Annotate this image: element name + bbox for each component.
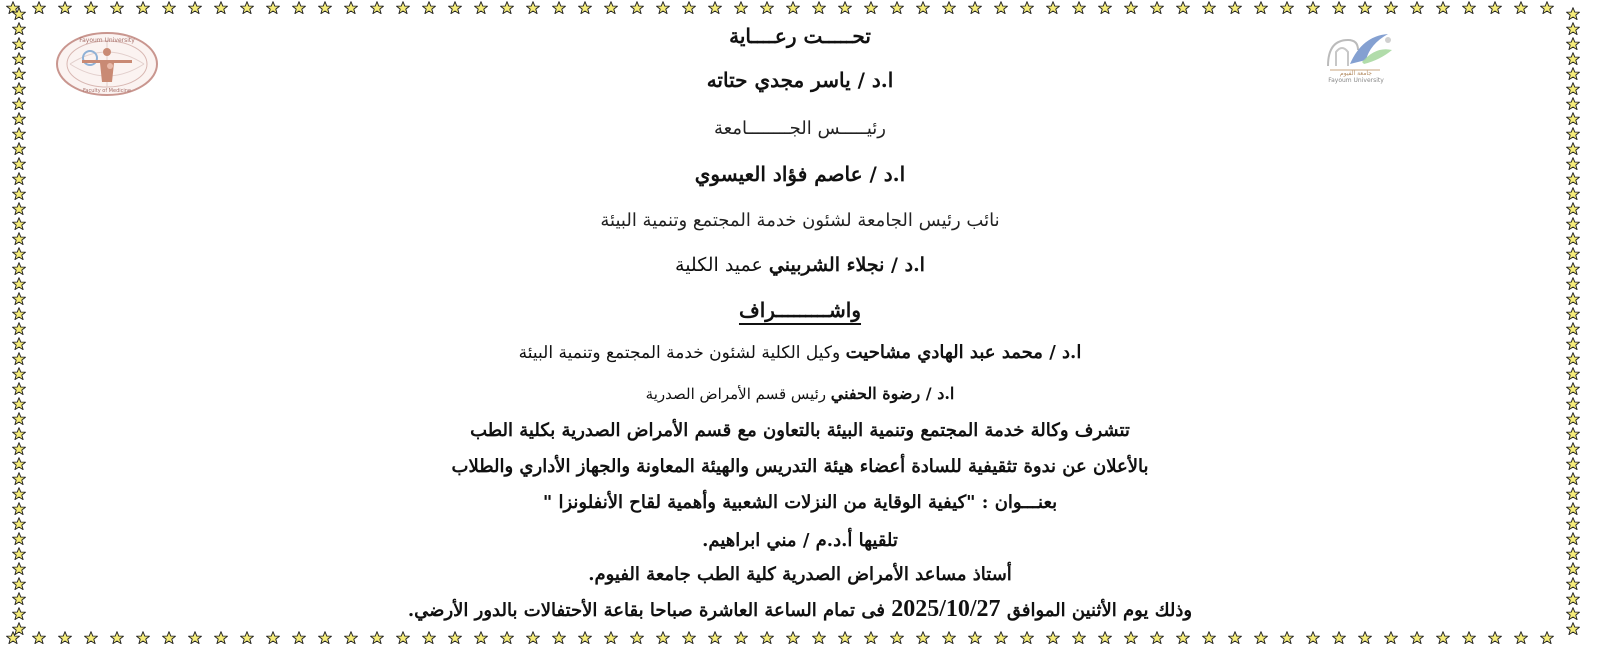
star-icon (12, 141, 26, 156)
star-icon (12, 621, 26, 636)
star-icon (12, 231, 26, 246)
star-border-top (6, 0, 1566, 14)
star-icon (1072, 630, 1098, 644)
announcement-line-1: تتشرف وكالة خدمة المجتمع وتنمية البيئة بالتعاون مع قسم الأمراض الصدرية بكلية الطب (470, 420, 1130, 441)
star-icon (1280, 0, 1306, 14)
star-icon (188, 630, 214, 644)
star-icon (84, 0, 110, 14)
schedule (0, 596, 1600, 623)
star-icon (422, 0, 448, 14)
star-icon (708, 630, 734, 644)
star-icon (12, 96, 26, 111)
star-icon (1228, 630, 1254, 644)
star-icon (604, 630, 630, 644)
star-icon (864, 630, 890, 644)
star-icon (578, 0, 604, 14)
star-icon (578, 630, 604, 644)
svg-text:Fayoum University: Fayoum University (1328, 77, 1384, 84)
patron-3-name: نجلاء الشربيني (768, 254, 885, 276)
star-icon (240, 630, 266, 644)
star-icon (1540, 0, 1566, 14)
star-icon (1566, 366, 1580, 381)
star-icon (916, 630, 942, 644)
patron-1-name: ا.د / ياسر مجدي حتاته (706, 68, 894, 92)
star-icon (890, 630, 916, 644)
star-icon (1410, 630, 1436, 644)
star-icon (786, 0, 812, 14)
star-icon (110, 630, 136, 644)
star-icon (12, 441, 26, 456)
star-icon (1202, 630, 1228, 644)
star-icon (760, 0, 786, 14)
star-icon (760, 630, 786, 644)
star-icon (734, 630, 760, 644)
supervision-heading: واشـــــــــراف (738, 298, 862, 322)
star-icon (1566, 276, 1580, 291)
star-icon (630, 630, 656, 644)
star-icon (214, 0, 240, 14)
speaker: تلقيها أ.د.م / مني ابراهيم. (702, 530, 898, 551)
star-icon (682, 0, 708, 14)
star-icon (1514, 0, 1540, 14)
star-icon (1488, 0, 1514, 14)
seminar-title (0, 492, 1600, 513)
star-icon (1566, 231, 1580, 246)
star-icon (1566, 96, 1580, 111)
star-icon (1098, 630, 1124, 644)
star-icon (1566, 321, 1580, 336)
star-icon (1254, 0, 1280, 14)
star-icon (318, 0, 344, 14)
star-icon (318, 630, 344, 644)
star-icon (266, 0, 292, 14)
patron-1-title: رئيـــــس الجــــــــامعة (714, 118, 886, 139)
patronage-heading: تحـــــت رعــــاية (729, 24, 871, 48)
star-icon (526, 0, 552, 14)
star-icon (1566, 516, 1580, 531)
star-icon (12, 6, 26, 21)
star-icon (1332, 0, 1358, 14)
star-icon (1436, 0, 1462, 14)
star-icon (1566, 186, 1580, 201)
star-icon (708, 0, 734, 14)
patron-2-title: نائب رئيس الجامعة لشئون خدمة المجتمع وتنمية البيئة (600, 210, 1000, 231)
event-date: 2025/10/27 (891, 596, 1001, 622)
supervisor-2 (0, 384, 1600, 403)
supervisor-2-title: رئيس قسم الأمراض الصدرية (645, 385, 831, 403)
svg-text:Fayoum University: Fayoum University (79, 37, 135, 44)
star-icon (292, 630, 318, 644)
star-icon (1046, 0, 1072, 14)
star-icon (474, 630, 500, 644)
star-icon (1098, 0, 1124, 14)
star-icon (734, 0, 760, 14)
star-icon (1124, 0, 1150, 14)
patron-3 (0, 254, 1600, 276)
star-icon (1566, 51, 1580, 66)
star-icon (500, 630, 526, 644)
star-icon (84, 630, 110, 644)
star-icon (474, 0, 500, 14)
star-icon (1150, 0, 1176, 14)
star-icon (1566, 441, 1580, 456)
star-icon (1566, 141, 1580, 156)
supervisor-2-name: ا.د / رضوة الحفني (830, 384, 955, 403)
star-icon (838, 630, 864, 644)
star-icon (552, 630, 578, 644)
supervisor-1-title: وكيل الكلية لشئون خدمة المجتمع وتنمية البيئة (518, 343, 846, 363)
star-icon (812, 0, 838, 14)
star-icon (422, 630, 448, 644)
star-icon (1124, 630, 1150, 644)
star-icon (188, 0, 214, 14)
patron-3-title: عميد الكلية (675, 254, 769, 276)
schedule-prefix: وذلك يوم الأثنين الموافق (1000, 600, 1193, 621)
star-icon (58, 0, 84, 14)
star-icon (12, 366, 26, 381)
star-icon (994, 630, 1020, 644)
star-icon (1462, 0, 1488, 14)
star-icon (526, 630, 552, 644)
patron-3-prefix: ا.د / (884, 254, 925, 276)
star-icon (448, 0, 474, 14)
star-icon (864, 0, 890, 14)
star-icon (240, 0, 266, 14)
supervisor-1 (0, 342, 1600, 363)
star-icon (1358, 0, 1384, 14)
star-icon (136, 630, 162, 644)
star-icon (916, 0, 942, 14)
star-icon (968, 0, 994, 14)
schedule-suffix: فى تمام الساعة العاشرة صباحا بقاعة الأحتفالات بالدور الأرضي. (407, 600, 892, 621)
star-icon (890, 0, 916, 14)
star-icon (448, 630, 474, 644)
star-icon (1176, 630, 1202, 644)
star-icon (1254, 630, 1280, 644)
star-icon (1436, 630, 1462, 644)
star-icon (344, 0, 370, 14)
star-icon (58, 630, 84, 644)
star-icon (1150, 630, 1176, 644)
star-icon (656, 0, 682, 14)
star-icon (32, 0, 58, 14)
star-border-bottom (6, 630, 1566, 644)
star-icon (214, 630, 240, 644)
star-icon (1410, 0, 1436, 14)
star-icon (812, 630, 838, 644)
star-icon (1020, 630, 1046, 644)
star-icon (292, 0, 318, 14)
svg-text:جامعة الفيوم: جامعة الفيوم (1340, 70, 1372, 77)
supervisor-1-name: ا.د / محمد عبد الهادي مشاحيت (845, 342, 1082, 363)
star-icon (994, 0, 1020, 14)
star-icon (1384, 0, 1410, 14)
star-icon (1462, 630, 1488, 644)
star-icon (500, 0, 526, 14)
star-icon (396, 0, 422, 14)
star-icon (396, 630, 422, 644)
star-icon (1020, 0, 1046, 14)
star-icon (942, 630, 968, 644)
patron-2-name: ا.د / عاصم فؤاد العيسوي (694, 162, 906, 186)
star-icon (604, 0, 630, 14)
star-icon (1046, 630, 1072, 644)
star-icon (1514, 630, 1540, 644)
announcement-line-2: بالأعلان عن ندوة تثقيفية للسادة أعضاء هيئة التدريس والهيئة المعاونة والجهاز الأداري والطلاب (451, 456, 1149, 477)
star-icon (1488, 630, 1514, 644)
star-icon (162, 0, 188, 14)
star-icon (370, 630, 396, 644)
star-icon (656, 630, 682, 644)
star-icon (1566, 621, 1580, 636)
star-icon (630, 0, 656, 14)
star-icon (12, 321, 26, 336)
svg-text:Faculty of Medicine: Faculty of Medicine (82, 88, 132, 94)
star-icon (266, 630, 292, 644)
speaker-title: أستاذ مساعد الأمراض الصدرية كلية الطب جامعة الفيوم. (588, 564, 1012, 585)
star-icon (1280, 630, 1306, 644)
star-icon (12, 186, 26, 201)
seminar-title-label: بعنـــوان : (975, 492, 1058, 513)
star-icon (162, 630, 188, 644)
star-icon (110, 0, 136, 14)
star-icon (344, 630, 370, 644)
star-icon (1540, 630, 1566, 644)
star-icon (12, 51, 26, 66)
star-icon (1358, 630, 1384, 644)
star-icon (32, 630, 58, 644)
star-icon (942, 0, 968, 14)
star-icon (1384, 630, 1410, 644)
star-icon (1202, 0, 1228, 14)
star-icon (1566, 6, 1580, 21)
star-icon (786, 630, 812, 644)
star-icon (12, 516, 26, 531)
star-icon (552, 0, 578, 14)
seminar-title-value: "كيفية الوقاية من النزلات الشعبية وأهمية لقاح الأنفلونزا " (542, 492, 976, 513)
star-icon (136, 0, 162, 14)
star-icon (838, 0, 864, 14)
star-icon (682, 630, 708, 644)
star-icon (1332, 630, 1358, 644)
star-icon (968, 630, 994, 644)
star-icon (1176, 0, 1202, 14)
star-icon (1306, 630, 1332, 644)
star-icon (1306, 0, 1332, 14)
star-icon (370, 0, 396, 14)
star-icon (1228, 0, 1254, 14)
star-icon (1072, 0, 1098, 14)
star-icon (12, 276, 26, 291)
